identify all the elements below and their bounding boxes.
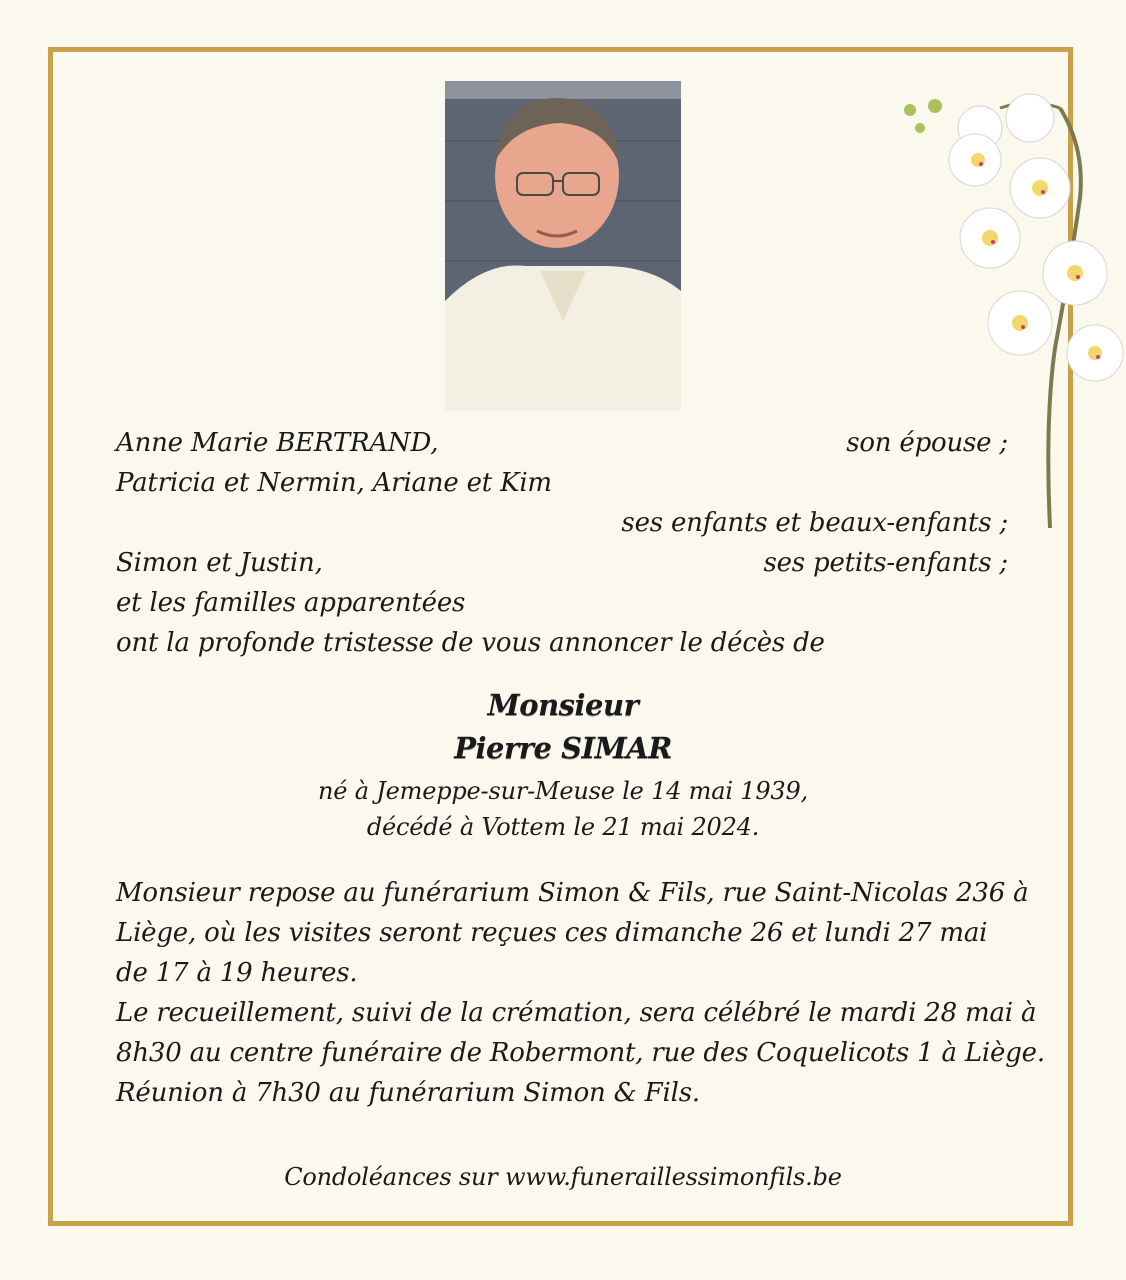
death-info: décédé à Vottem le 21 mai 2024. xyxy=(366,813,760,841)
details-line-5: 8h30 au centre funéraire de Robermont, rue des Coquelicots 1 à Liège. xyxy=(116,1038,1045,1068)
orchid-decoration xyxy=(880,88,1125,538)
children-names: Patricia et Nermin, Ariane et Kim xyxy=(116,468,552,498)
announcement: ont la profonde tristesse de vous annoncer le décès de xyxy=(116,628,825,658)
deceased-title: Monsieur xyxy=(487,688,639,722)
details-line-6: Réunion à 7h30 au funérarium Simon & Fils. xyxy=(116,1078,700,1108)
portrait-image xyxy=(445,81,681,411)
portrait-photo xyxy=(445,81,681,411)
details-line-2: Liège, où les visites seront reçues ces dimanche 26 et lundi 27 mai xyxy=(116,918,988,948)
birth-info: né à Jemeppe-sur-Meuse le 14 mai 1939, xyxy=(318,777,808,805)
children-role: ses enfants et beaux-enfants ; xyxy=(621,508,1008,538)
grandchildren-names: Simon et Justin, xyxy=(116,548,323,578)
details-line-3: de 17 à 19 heures. xyxy=(116,958,358,988)
details-line-1: Monsieur repose au funérarium Simon & Fils, rue Saint-Nicolas 236 à xyxy=(116,878,1029,908)
spouse-name: Anne Marie BERTRAND, xyxy=(116,428,439,458)
grandchildren-role: ses petits-enfants ; xyxy=(763,548,1008,578)
condolences-footer: Condoléances sur www.funeraillessimonfils.be xyxy=(284,1163,842,1191)
details-line-4: Le recueillement, suivi de la crémation, sera célébré le mardi 28 mai à xyxy=(116,998,1037,1028)
spouse-role: son épouse ; xyxy=(846,428,1008,458)
related-families: et les familles apparentées xyxy=(116,588,466,618)
deceased-name: Pierre SIMAR xyxy=(454,731,672,765)
